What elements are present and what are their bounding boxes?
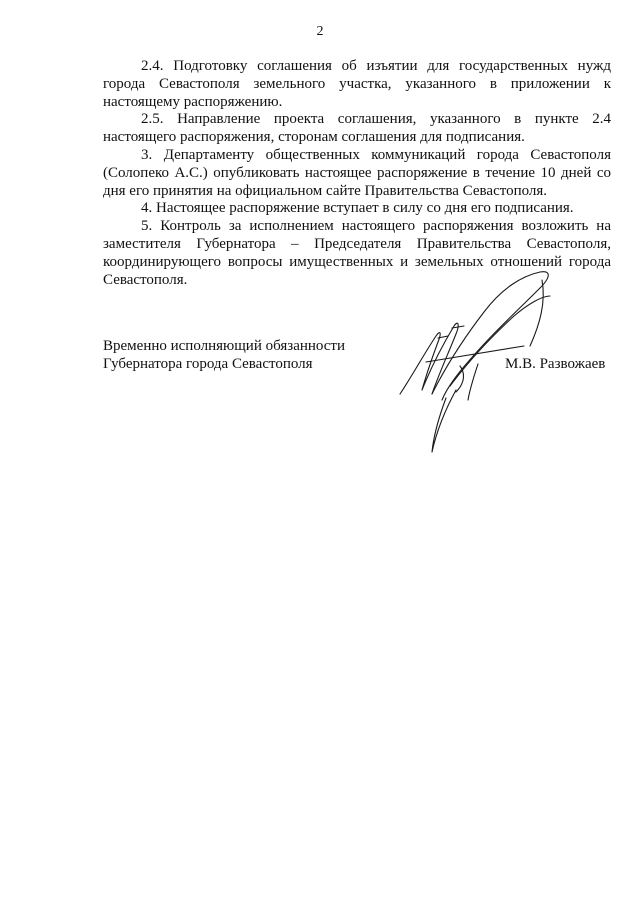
paragraph-5: 5. Контроль за исполнением настоящего распоряжения возложить на заместителя Губернатора – Председателя Правительства Севастополя, координирующего вопросы имущественных и земельных отношений города Севастополя. bbox=[103, 218, 611, 288]
signer-name: М.В. Развожаев bbox=[505, 356, 606, 372]
page-number: 2 bbox=[316, 24, 324, 39]
paragraph-4: 4. Настоящее распоряжение вступает в силу со дня его подписания. bbox=[141, 200, 574, 217]
paragraph-3: 3. Департаменту общественных коммуникаций города Севастополя (Солопеко А.С.) опубликовать настоящее распоряжение в течение 10 дней со дня его принятия на официальном сайте Правительства Севастополя. bbox=[103, 146, 611, 199]
signer-title-line-2: Губернатора города Севастополя bbox=[103, 356, 313, 372]
document-body bbox=[103, 58, 611, 289]
paragraph-2-5: 2.5. Направление проекта соглашения, указанного в пункте 2.4 настоящего распоряжения, сторонам соглашения для подписания. bbox=[103, 111, 611, 146]
signer-title-line-1: Временно исполняющий обязанности bbox=[103, 338, 346, 354]
paragraph-2-4: 2.4. Подготовку соглашения об изъятии для государственных нужд города Севастополя земельного участка, указанного в приложении к настоящему распоряжению. bbox=[103, 58, 611, 110]
